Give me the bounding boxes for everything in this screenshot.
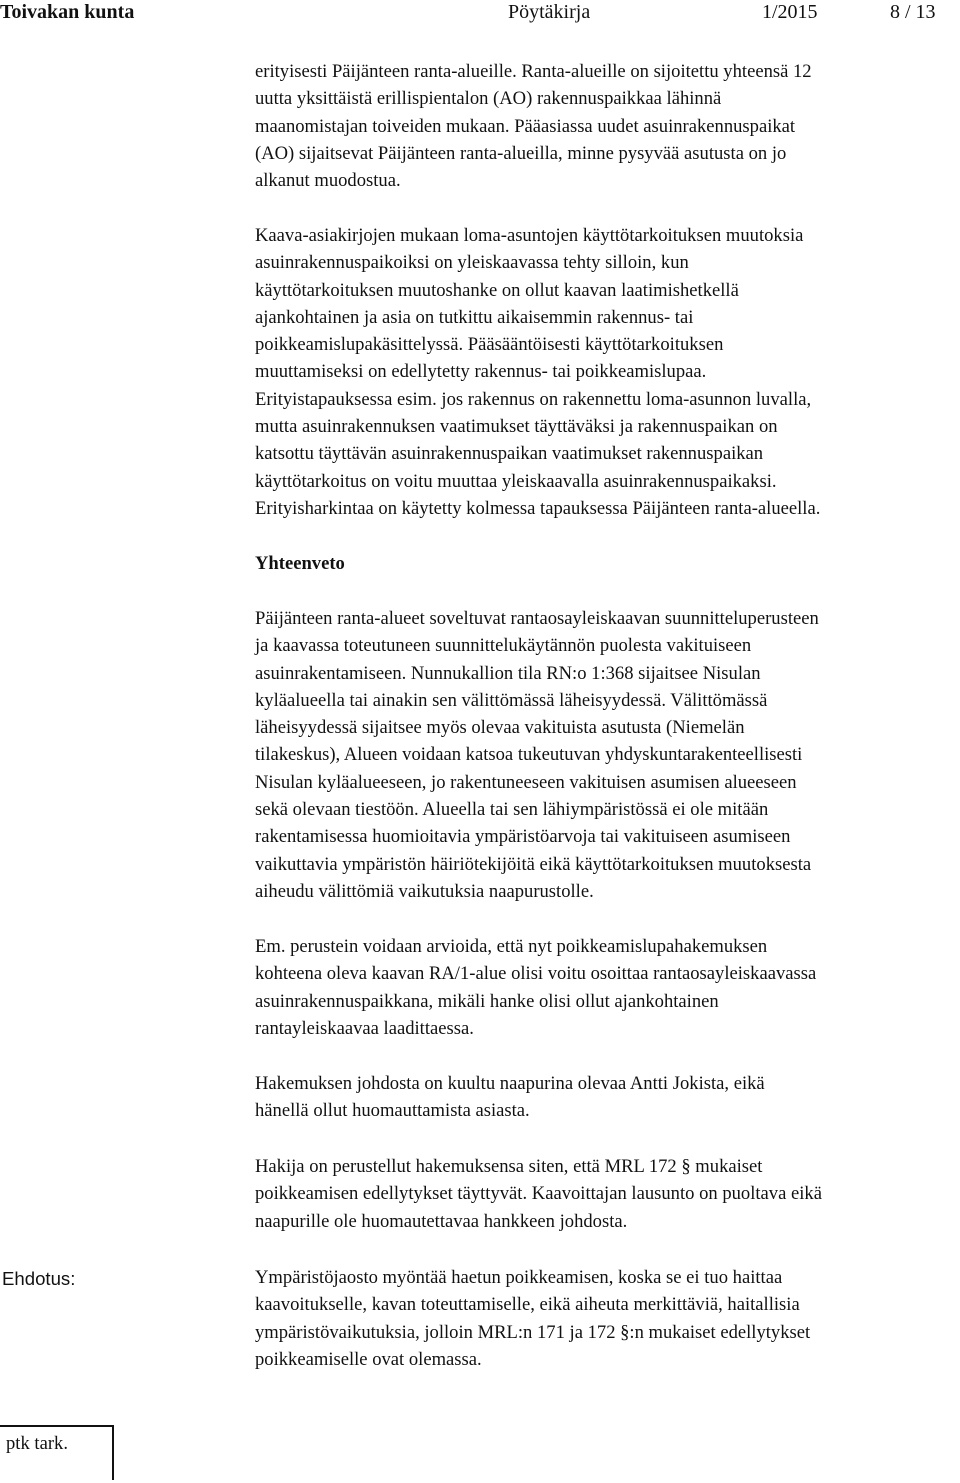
text-line: rantayleiskaavaa laadittaessa.: [255, 1017, 474, 1039]
text-line: erityisesti Päijänteen ranta-alueille. Ranta-alueille on sijoitettu yhteensä 12: [255, 61, 812, 82]
text-line: kyläalueella tai ainakin sen välittömässä läheisyydessä. Välittömässä: [255, 689, 768, 711]
text-line: naapurille ole huomautettavaa hankkeen johdosta.: [255, 1210, 628, 1232]
paragraph-6: [255, 1153, 960, 1235]
text-line: uutta yksittäistä erillispientalon (AO) rakennuspaikkaa lähinnä: [255, 88, 722, 110]
text-line: ja kaavassa toteutuneen suunnittelukäytännön puolesta vakituiseen: [255, 635, 752, 657]
text-line: Päijänteen ranta-alueet soveltuvat rantaosayleiskaavan suunnitteluperusteen: [255, 608, 819, 629]
text-line: poikkeamisen edellytykset täyttyvät. Kaavoittajan lausunto on puoltava eikä: [255, 1183, 822, 1205]
text-line: Ympäristöjaosto myöntää haetun poikkeamisen, koska se ei tuo haittaa: [255, 1267, 783, 1288]
paragraph-1: [255, 58, 960, 194]
paragraph-3: [255, 605, 960, 905]
text-line: poikkeamislupakäsittelyssä. Pääsääntöisesti käyttötarkoituksen: [255, 334, 724, 356]
section-heading: Yhteenveto: [255, 553, 345, 574]
text-line: hänellä ollut huomauttamista asiasta.: [255, 1100, 530, 1122]
text-line: poikkeamiselle ovat olemassa.: [255, 1348, 482, 1370]
text-line: Em. perustein voidaan arvioida, että nyt poikkeamislupahakemuksen: [255, 936, 768, 957]
page-header: [0, 0, 960, 30]
text-line: ympäristövaikutuksia, jolloin MRL:n 171 ja 172 §:n mukaiset edellytykset: [255, 1321, 811, 1343]
text-line: käyttötarkoitus on voitu muuttaa yleiskaavalla asuinrakennuspaikaksi.: [255, 470, 777, 492]
text-line: asuinrakentamiseen. Nunnukallion tila RN:o 1:368 sijaitsee Nisulan: [255, 662, 761, 684]
text-line: mutta asuinrakennuksen vaatimukset täyttäväksi ja rakennuspaikan on: [255, 416, 778, 438]
text-line: Erityistapauksessa esim. jos rakennus on rakennettu loma-asunnon luvalla,: [255, 388, 812, 410]
text-line: asuinrakennuspaikoiksi on yleiskaavassa tehty silloin, kun: [255, 252, 689, 274]
text-line: läheisyydessä sijaitsee myös olevaa vakituista asutusta (Niemelän: [255, 717, 745, 739]
text-line: asuinrakennuspaikkana, mikäli hanke olisi ollut ajankohtainen: [255, 990, 719, 1012]
page-number: 8 / 13: [890, 1, 936, 23]
proposal-label: Ehdotus:: [2, 1268, 76, 1289]
organization-name: Toivakan kunta: [0, 1, 135, 23]
text-line: alkanut muodostua.: [255, 170, 401, 192]
minutes-check-label: ptk tark.: [6, 1433, 68, 1454]
text-line: käyttötarkoituksen muutoshanke on ollut kaavan laatimishetkellä: [255, 279, 739, 301]
paragraph-5: [255, 1070, 960, 1125]
text-line: muuttamiseksi on edellytetty rakennus- tai poikkeamislupaa.: [255, 361, 707, 383]
paragraph-2: [255, 222, 960, 522]
proposal-paragraph: [255, 1264, 960, 1373]
text-line: rakentamisessa huomioitavia ympäristöarvoja tai vakituiseen asumiseen: [255, 826, 791, 848]
text-line: aiheudu välittömiä vaikutuksia naapurustolle.: [255, 880, 594, 902]
text-line: Hakija on perustellut hakemuksensa siten, että MRL 172 § mukaiset: [255, 1156, 763, 1177]
text-line: kohteena oleva kaavan RA/1-alue olisi voitu osoittaa rantaosayleiskaavassa: [255, 963, 817, 985]
text-line: kaavoitukselle, kavan toteuttamiselle, eikä aiheuta merkittäviä, haitallisia: [255, 1294, 800, 1316]
text-line: (AO) sijaitsevat Päijänteen ranta-alueilla, minne pysyvää asutusta on jo: [255, 142, 787, 164]
text-line: Nisulan kyläalueeseen, jo rakentuneeseen vakituisen asumisen alueeseen: [255, 771, 797, 793]
document-type: Pöytäkirja: [508, 1, 591, 23]
document-number: 1/2015: [762, 1, 818, 23]
minutes-check-box: [0, 1425, 114, 1480]
text-line: vaikuttavia ympäristön häiriötekijöitä eikä käyttötarkoituksen muutoksesta: [255, 853, 812, 875]
text-line: tilakeskus), Alueen voidaan katsoa tukeutuvan yhdyskuntarakenteellisesti: [255, 744, 803, 766]
paragraph-4: [255, 933, 960, 1042]
text-line: Kaava-asiakirjojen mukaan loma-asuntojen käyttötarkoituksen muutoksia: [255, 225, 804, 246]
text-line: Hakemuksen johdosta on kuultu naapurina olevaa Antti Jokista, eikä: [255, 1073, 765, 1094]
text-line: ajankohtainen ja asia on tutkittu aikaisemmin rakennus- tai: [255, 306, 694, 328]
text-line: Erityisharkintaa on käytetty kolmessa tapauksessa Päijänteen ranta-alueella.: [255, 497, 821, 519]
text-line: sekä olevaan tiestöön. Alueella tai sen lähiympäristössä ei ole mitään: [255, 799, 769, 821]
text-line: katsottu täyttävän asuinrakennuspaikan vaatimukset rakennuspaikan: [255, 443, 764, 465]
text-line: maanomistajan toiveiden mukaan. Pääasiassa uudet asuinrakennuspaikat: [255, 115, 796, 137]
